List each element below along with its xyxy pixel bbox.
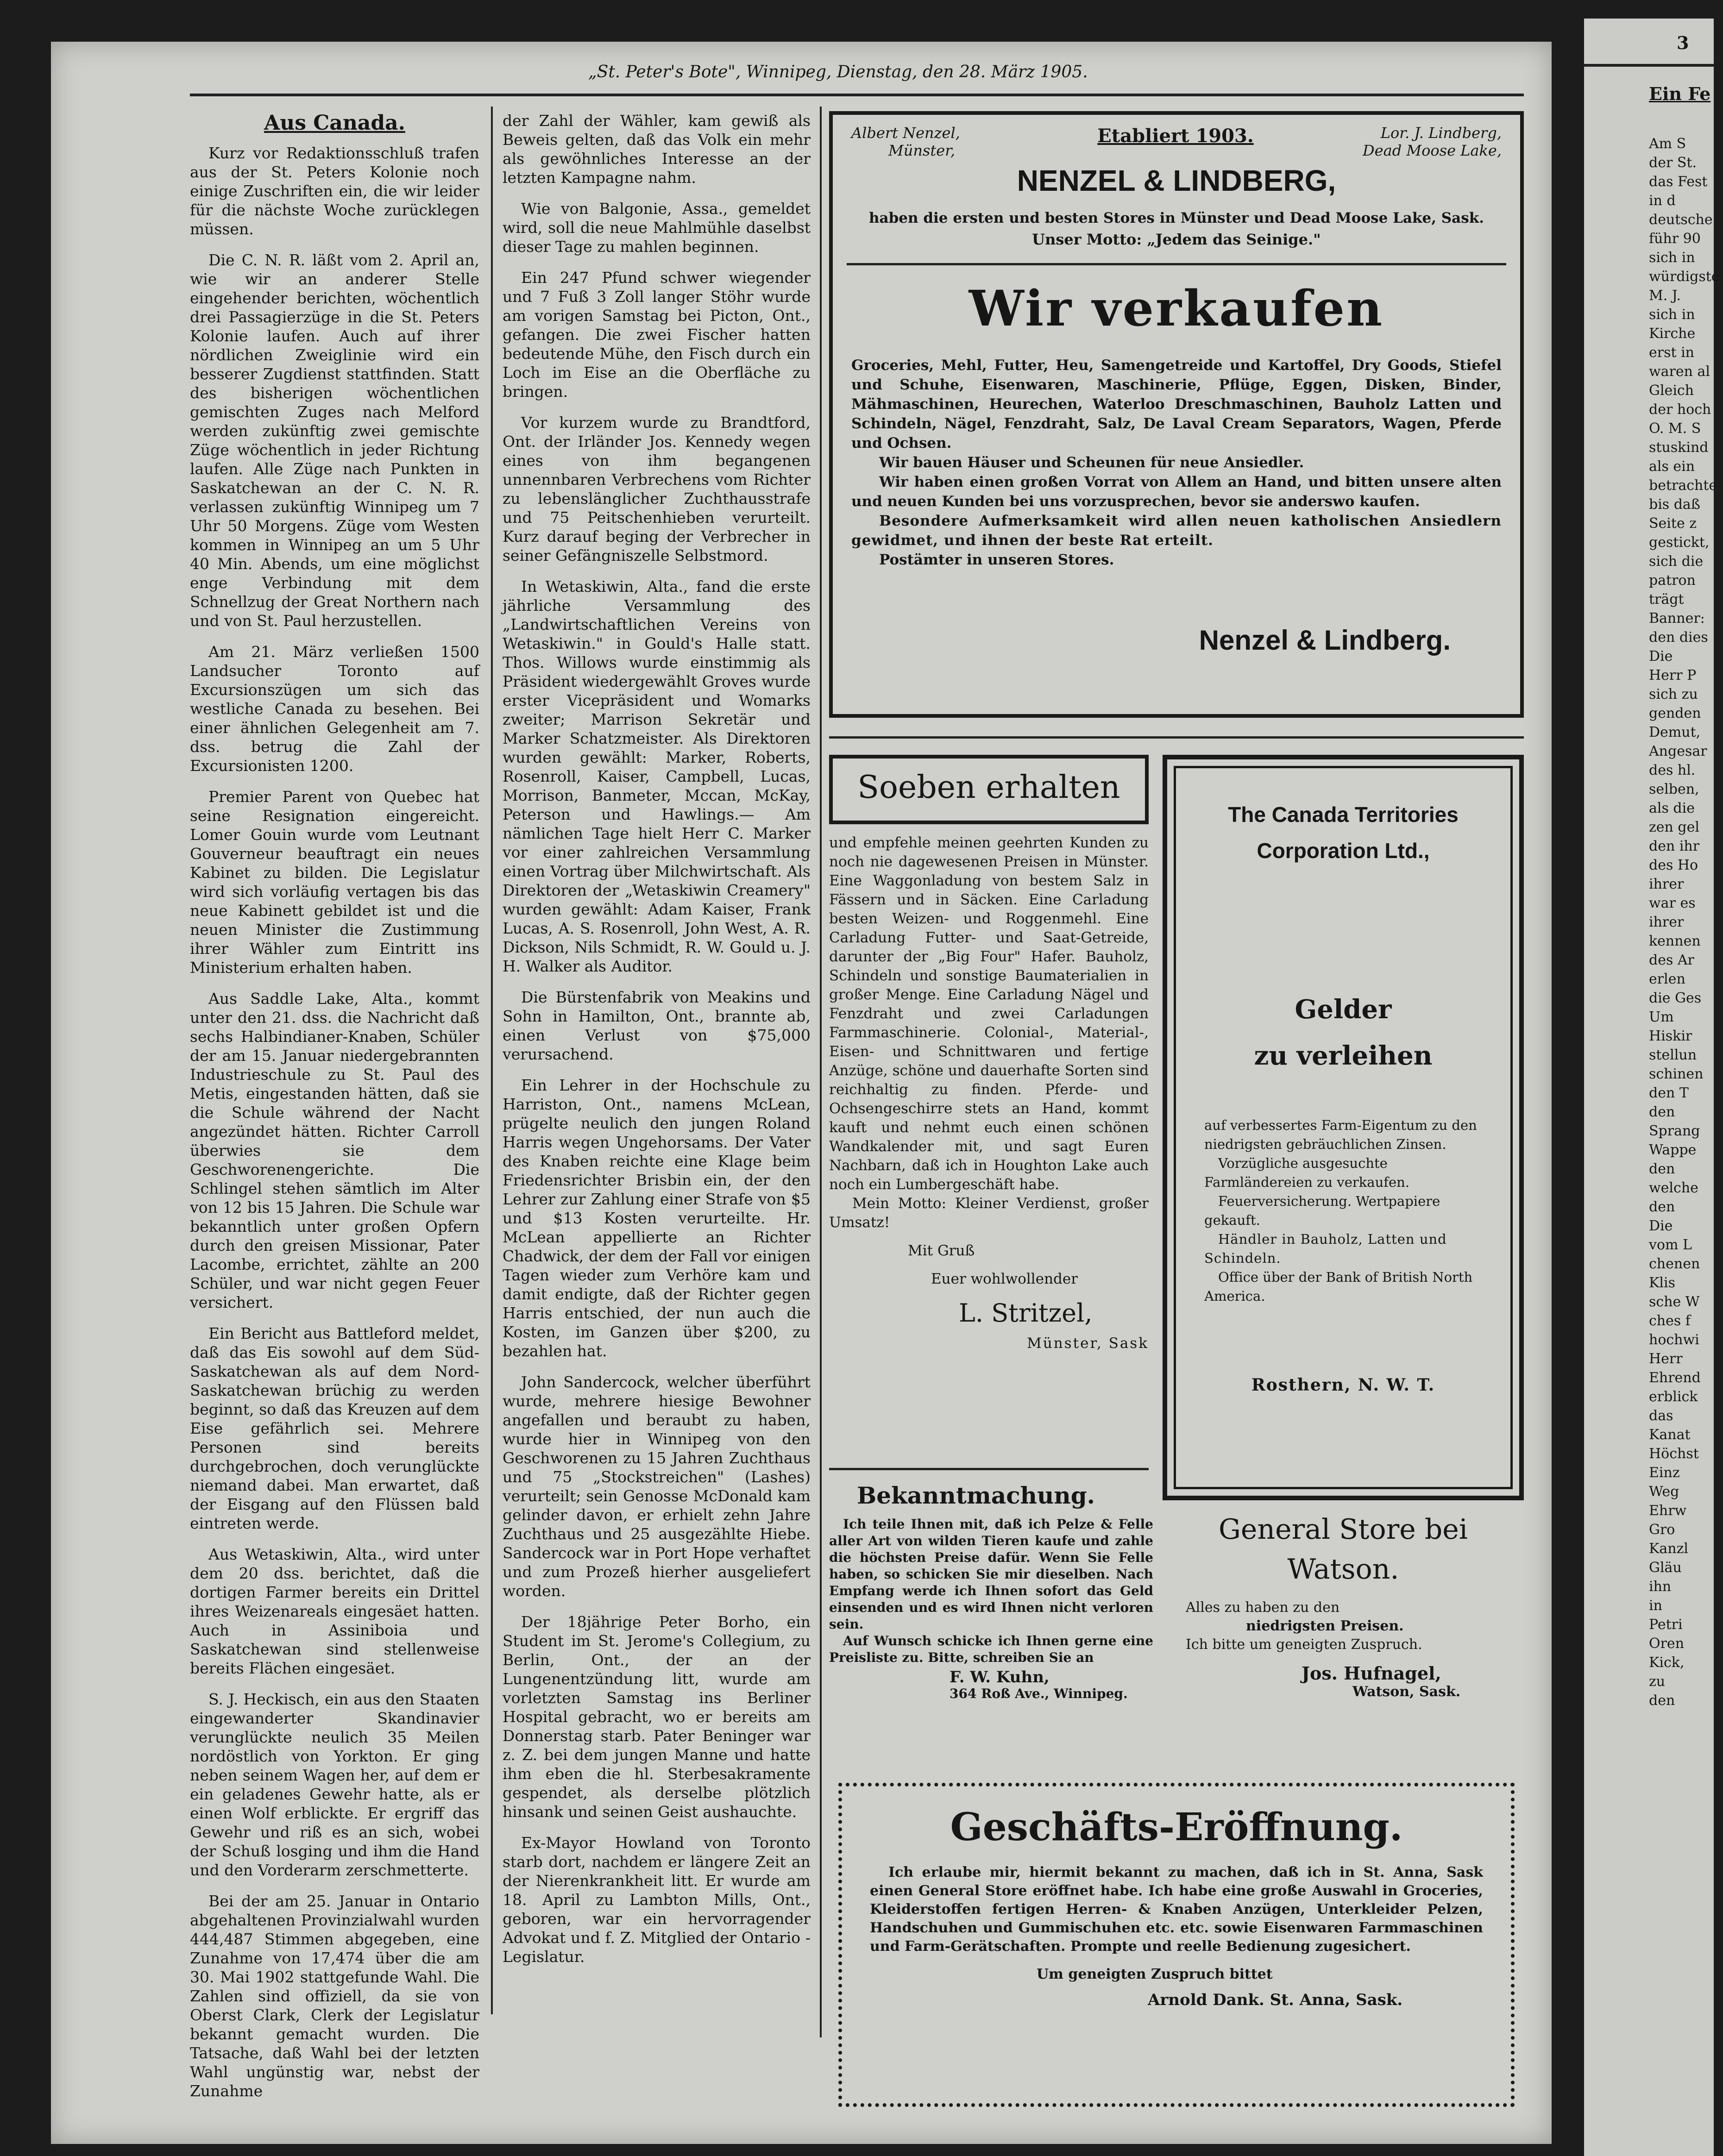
cropped-line: den [1649, 1104, 1675, 1120]
ad-headline: Geschäfts-Eröffnung. [950, 1805, 1403, 1849]
ad-owner-left: Albert Nenzel, Münster, [851, 124, 960, 159]
firm-motto: Unser Motto: „Jedem das Seinige." [1032, 231, 1321, 248]
article: Premier Parent von Quebec hat seine Resignation eingereicht. Lomer Gouin wurde vom Leutnant Gouverneur beauftragt ein neues Kabinet zu bilden. Die Legislatur wird sich vorläufig vertagen bis das neue Kabinett gebildet ist und die neuen Minister die Zustimmung ihrer Wähler zum Eintritt ins Ministerium erhalten haben. [190, 788, 479, 977]
cropped-line: bis daß [1649, 496, 1700, 513]
cropped-line: den [1649, 1692, 1675, 1709]
cropped-line: in d [1649, 193, 1676, 209]
cropped-line: den ihr [1649, 838, 1700, 854]
column-divider-1 [491, 107, 493, 2014]
cropped-line: Ehrw [1649, 1503, 1687, 1519]
cropped-line: Gläu [1649, 1560, 1682, 1576]
cropped-line: trägt [1649, 591, 1684, 608]
cropped-line: sich zu [1649, 686, 1698, 702]
article: Ein 247 Pfund schwer wiegender und 7 Fuß 3 Zoll langer Stöhr wurde am vorigen Samstag bei Picton, Ont., gefangen. Die zwei Fischer hatten bedeutende Mühe, den Fisch durch ein Loch im Eise an die Oberfläche zu bringen. [503, 269, 811, 401]
article-continuation: der Zahl der Wähler, kam gewiß als Beweis gelten, daß das Volk ein mehr als gewöhnliches Interesse an der letzten Kampagne nahm. [503, 112, 811, 187]
ad-headline: Gelder zu verleihen [1254, 994, 1433, 1071]
header-rule [1584, 64, 1714, 67]
cropped-line: Banner: [1649, 610, 1705, 627]
cropped-line: Kick, [1649, 1655, 1685, 1671]
merchant-name: L. Stritzel, [959, 1298, 1093, 1328]
ad-owner-right: Lor. J. Lindberg, Dead Moose Lake, [1363, 124, 1502, 159]
cropped-line: sich in [1649, 250, 1695, 266]
cropped-line: Am S [1649, 136, 1686, 152]
ad-body: Ich teile Ihnen mit, daß ich Pelze & Felle aller Art von wilden Tieren kaufe und zahle die höchsten Preise dafür. Wenn Sie Felle haben, so schicken Sie mir dieselben. Nach Empfang werde ich Ihnen sofort das Geld einsenden und es wird Ihnen nicht verloren sein. Auf Wunsch schicke ich Ihnen gerne eine Preisliste zu. Bitte, schreiben Sie an F. W. Kuhn, 364 Roß Ave., Winnipeg. [829, 1517, 1153, 1701]
firm-tagline: haben die ersten und besten Stores in Münster und Dead Moose Lake, Sask. [869, 210, 1484, 226]
cropped-line: hochwi [1649, 1332, 1699, 1348]
section-heading: Aus Canada. [264, 111, 405, 135]
cropped-line: Seite z [1649, 515, 1697, 532]
cropped-line: war es [1649, 895, 1696, 911]
ad-bottom-rule [829, 1468, 1149, 1470]
ad-body: auf verbessertes Farm-Eigentum zu den niedrigsten gebräuchlichen Zinsen. Vorzügliche ausgesuchte Farmländereien zu verkaufen. Feuerversicherung. Wertpapiere gekauft. Händler in Bauholz, Latten und Schindeln. Office über der Bank of British North America. [1204, 1117, 1477, 1304]
cropped-line: in [1649, 1598, 1662, 1614]
cropped-line: den dies [1649, 629, 1708, 646]
ad-divider [847, 263, 1506, 265]
cropped-line: den [1649, 1161, 1675, 1177]
cropped-line: genden [1649, 705, 1701, 721]
cropped-line: Gleich [1649, 382, 1694, 399]
cropped-line: Weg [1649, 1484, 1679, 1500]
cropped-line: Hiskir [1649, 1028, 1692, 1044]
article: John Sandercock, welcher überführt wurde, mehrere hiesige Bewohner angefallen und beraubt zu haben, wurde hier in Winnipeg von den Geschworenen zu 15 Jahren Zuchthaus und 75 „Stockstreichen" (Lashes) verurteilt; sein Genosse McDonald kam gelinder davon, er erhielt zehn Jahre Zuchthaus und 25 ausgezählte Hiebe. Sandercock war in Port Hope verhaftet und zum Prozeß hierher ausgeliefert worden. [503, 1373, 811, 1600]
column-aus-canada [190, 111, 479, 2100]
cropped-line: chenen [1649, 1256, 1700, 1272]
cropped-line: zen gel [1649, 819, 1699, 835]
ad-kuhn [829, 1482, 1153, 1741]
ad-headline: General Store bei Watson. [1218, 1513, 1468, 1586]
page-number: 3 [1677, 32, 1689, 53]
cropped-line: Oren [1649, 1636, 1685, 1652]
ad-place: Rosthern, N. W. T. [1251, 1375, 1435, 1395]
cropped-line: das Fest [1649, 174, 1708, 190]
cropped-line: ihn [1649, 1579, 1672, 1595]
article: Der 18jährige Peter Borho, ein Student im St. Jerome's Collegium, zu Berlin, Ont., der an der Lungenentzündung litt, wurde am vorletzten Samstag ins Berliner Hospital gebracht, wo er bereits am Donnerstag starb. Pater Beninger war z. Z. bei dem jungen Manne und hatte ihm eben die hl. Sterbesakramente gespendet, als derselbe plötzlich hinsank und seinen Geist aushauchte. [503, 1613, 811, 1821]
article: Kurz vor Redaktionsschluß trafen aus der St. Peters Kolonie noch einige Zuschriften ein, die wir leider für die nächste Woche zurücklegen müssen. [190, 144, 479, 238]
cropped-line: kennen [1649, 933, 1701, 949]
cropped-line: ihrer [1649, 914, 1684, 930]
cropped-line: gestickt, [1649, 534, 1710, 551]
cropped-line: der hoch [1649, 401, 1711, 418]
cropped-line: Um [1649, 1009, 1674, 1025]
cropped-column [1649, 134, 1723, 1710]
cropped-line: vom L [1649, 1237, 1692, 1253]
ad-stritzel [829, 755, 1153, 1477]
cropped-line: Demut, [1649, 724, 1701, 740]
cropped-line: waren al [1649, 364, 1710, 380]
merchant-name: F. W. Kuhn, [950, 1668, 1050, 1686]
article: Ein Lehrer in der Hochschule zu Harriston, Ont., namens McLean, prügelte neulich den jungen Roland Harris wegen Ungehorsams. Der Vater des Knaben reichte eine Klage beim Friedensrichter Brisbin ein, der den Lehrer zur Zahlung einer Strafe von $5 und $13 Kosten verurteilte. Hr. McLean appellierte an Richter Chadwick, der dem der Fall vor einigen Tagen wieder zum Verhöre kam und damit endigte, daß der Richter gegen Harris entschied, der nun auch die Kosten, im Ganzen über $200, zu bezahlen hat. [503, 1076, 811, 1360]
cropped-line: des Ar [1649, 952, 1694, 968]
header-rule [190, 94, 1524, 96]
cropped-line: selben, [1649, 781, 1699, 797]
cropped-line: Ehrend [1649, 1370, 1701, 1386]
cropped-line: der St. [1649, 155, 1697, 171]
article: In Wetaskiwin, Alta., fand die erste jährliche Versammlung des „Landwirtschaftlichen Vereins von Wetaskiwin." in Gould's Halle statt. Thos. Willows wurde einstimmig als Präsident wiedergewählt Groves wurde erster Vicepräsident und Womarks zweiter; Marrison Sekretär und Marker Schatzmeister. Als Direktoren wurden gewählt: Marker, Roberts, Rosenroll, Kaiser, Campbell, Lucas, Morrison, Banmeter, Mccan, McKay, Peterson und Hawlings.— Am nämlichen Tage hielt Herr C. Marker vor einer zahlreichen Versammlung einen Vortrag über Milchwirtschaft. Als Direktoren der „Wetaskiwin Creamery" wurden gewählt: Adam Kaiser, Frank Lucas, A. S. Rosenroll, John West, A. R. Dickson, Nils Schmidt, R. W. Gould u. J. H. Walker als Auditor. [503, 577, 811, 975]
ad-canada-territories [1163, 755, 1524, 1500]
ad-body: und empfehle meinen geehrten Kunden zu noch nie dagewesenen Preisen in Münster. Eine Waggonladung von bestem Salz in Fässern und in Säcken. Eine Carladung besten Weizen- und Roggenmehl. Eine Carladung Futter- und Saat-Getreide, darunter der „Big Four" Hafer. Bauholz, Schindeln und sonstige Baumaterialien in großer Menge. Eine Carladung Nägel und Fenzdraht und zwei Carladungen Farmmaschinerie. Colonial-, Material-, Eisen- und Schnittwaren und fertige Anzüge, schöne und dauerhafte Sorten sind reichhaltig zu finden. Pferde- und Ochsengeschirre stets an Hand, kommt kauft und nehmt euch einen schönen Wandkalender mit, und sagt Euren Nachbarn, daß ich in Houghton Lake auch noch ein Lumbergeschäft habe. Mein Motto: Kleiner Verdienst, großer Umsatz! Mit Gruß Euer wohlwollender L. Stritzel, Münster, Sask [829, 834, 1149, 1352]
cropped-line: des Ho [1649, 857, 1698, 873]
ad-arnold-dank [838, 1783, 1515, 2107]
ad-body: Ich erlaube mir, hiermit bekannt zu machen, daß ich in St. Anna, Sask einen General Store eröffnet habe. Ich habe eine große Auswahl in Groceries, Kleiderstoffen fertigen Herren- & Knaben Anzügen, Unterkleider Pelzen, Handschuhen und Gummischuhen etc. etc. sowie Eisenwaren Farmmaschinen und Farm-Gerätschaften. Prompte und reelle Bedienung zugesichert. [870, 1864, 1483, 1955]
cropped-line: Die [1649, 648, 1673, 664]
cropped-line: Wappe [1649, 1142, 1697, 1158]
article: Wie von Balgonie, Assa., gemeldet wird, soll die neue Mahlmühle daselbst dieser Tage zu mahlen beginnen. [503, 200, 811, 256]
column-news-2 [503, 111, 811, 2042]
cropped-line: das [1649, 1408, 1673, 1424]
cropped-line: als ein [1649, 458, 1695, 475]
cropped-line: führ 90 [1649, 231, 1701, 247]
article: Bei der am 25. Januar in Ontario abgehaltenen Provinzialwahl wurden 444,487 Stimmen abgegeben, eine Zunahme von 17,474 über die am 30. Mai 1902 stattgefunde Wahl. Die Zahlen sind offiziell, da sie von Oberst Clark, Clerk der Legislatur bekannt gemacht wurden. Die Tatsache, daß Wahl bei der letzten Wahl ungünstig war, nebst der Zunahme [190, 1892, 479, 2100]
cropped-line: stellun [1649, 1047, 1697, 1063]
article: Die Bürstenfabrik von Meakins und Sohn in Hamilton, Ont., brannte ab, einen Verlust von $75,000 verursachend. [503, 988, 811, 1063]
cropped-line: des hl. [1649, 762, 1696, 778]
cropped-line: zu [1649, 1673, 1666, 1690]
corporation-name: The Canada Territories Corporation Ltd., [1228, 802, 1459, 863]
cropped-line: betrachte [1649, 477, 1717, 494]
cropped-line: sich in [1649, 307, 1695, 323]
cropped-line: den T [1649, 1085, 1689, 1101]
article: Vor kurzem wurde zu Brandtford, Ont. der Irländer Jos. Kennedy wegen eines von ihm begangenen unnennbaren Verbrechens vom Richter zu lebenslänglicher Zuchthausstrafe und 75 Peitschenhieben verurteilt. Kurz darauf beging der Verbrecher in seiner Gefängniszelle Selbstmord. [503, 414, 811, 564]
cropped-line: Herr P [1649, 667, 1697, 683]
cropped-line: M. J. [1649, 288, 1681, 304]
section-heading: Ein Fe [1649, 83, 1711, 104]
cropped-line: deutsche [1649, 212, 1713, 228]
ad-closing: Um geneigten Zuspruch bittet [1037, 1966, 1273, 1982]
cropped-line: Angesar [1649, 743, 1707, 759]
section-rule [829, 736, 1524, 739]
ad-body: Alles zu haben zu den niedrigsten Preisen. Ich bitte um geneigten Zuspruch. Jos. Hufnagel, Watson, Sask. [1163, 1598, 1524, 1701]
cropped-line: welche [1649, 1180, 1698, 1196]
cropped-line: als die [1649, 800, 1695, 816]
cropped-line: Kirche [1649, 326, 1696, 342]
merchant-name: Jos. Hufnagel, [1302, 1663, 1441, 1684]
cropped-line: Einz [1649, 1465, 1680, 1481]
ad-signature: Nenzel & Lindberg. [1199, 625, 1451, 656]
cropped-line: Gro [1649, 1522, 1675, 1538]
cropped-line: Höchst [1649, 1446, 1699, 1462]
ad-headline: Wir verkaufen [968, 279, 1384, 337]
cropped-line: Sprang [1649, 1123, 1700, 1139]
firm-name: NENZEL & LINDBERG, [1017, 164, 1336, 197]
article: S. J. Heckisch, ein aus den Staaten eingewanderter Skandinavier verunglückte neulich 35 Meilen nordöstlich von Yorkton. Er ging neben seinem Wagen her, auf dem er ein geladenes Gewehr hatte, als er einen Wolf erblickte. Er ergriff das Gewehr und riß es an sich, wobei der Schuß losging und ihm die Hand und den Vorderarm zerschmetterte. [190, 1690, 479, 1879]
cropped-line: erlen [1649, 971, 1685, 987]
cropped-line: patron [1649, 572, 1696, 589]
ad-signature: Arnold Dank. St. Anna, Sask. [1148, 1991, 1403, 2009]
masthead: „St. Peter's Bote", Winnipeg, Dienstag, den 28. März 1905. [588, 63, 1088, 81]
cropped-line: stuskind [1649, 439, 1709, 456]
cropped-line: erblick [1649, 1389, 1698, 1405]
cropped-line: O. M. S [1649, 420, 1701, 437]
cropped-line: ihrer [1649, 876, 1684, 892]
adjacent-page [1584, 19, 1720, 2156]
cropped-line: Kanat [1649, 1427, 1691, 1443]
cropped-line: sich die [1649, 553, 1704, 570]
ad-headline: Soeben erhalten [857, 769, 1120, 806]
cropped-line: schinen [1649, 1066, 1704, 1082]
article: Ex-Mayor Howland von Toronto starb dort, nachdem er längere Zeit an der Nierenkrankheit litt. Er wurde am 18. April zu Lambton Mills, Ont., geboren, war ein hervorragender Advokat und f. Z. Mitglied der Ontario - Legislatur. [503, 1834, 811, 1966]
cropped-line: den [1649, 1199, 1675, 1215]
cropped-line: Petri [1649, 1617, 1683, 1633]
article: Am 21. März verließen 1500 Landsucher Toronto auf Excursionszügen um sich das westliche Canada zu besehen. Bei einer ähnlichen Gelegenheit am 7. dss. betrug die Zahl der Excursionisten 1200. [190, 643, 479, 775]
article: Die C. N. R. läßt vom 2. April an, wie wir an anderer Stelle eingehender berichten, wöchentlich drei Passagierzüge in die St. Peters Kolonie laufen. Auch auf ihrer nördlichen Zweiglinie wird ein besserer Zugdienst stattfinden. Statt des bisherigen wöchentlichen gemischten Zuges nach Melford werden zukünftig zwei gemischte Züge wöchentlich in jeder Richtung laufen. Alle Züge nach Punkten in Saskatchewan an der C. N. R. verlassen zukünftig Winnipeg um 7 Uhr 50 Morgens. Züge vom Westen kommen in Winnipeg an um 5 Uhr 40 Min. Abends, um eine möglichst enge Verbindung mit dem Schnellzug der Great Northern nach und von St. Paul herzustellen. [190, 251, 479, 630]
cropped-line: ches f [1649, 1313, 1691, 1329]
article: Aus Saddle Lake, Alta., kommt unter den 21. dss. die Nachricht daß sechs Halbindianer-Knaben, Schüler der am 15. Januar niedergebrannten Industrieschule zu St. Paul des Metis, eingestanden hätten, daß sie die Schule während der Nacht angezündet hätten. Richter Carroll überwies sie dem Geschworenengerichte. Die Schlingel stehen sämtlich im Alter von 12 bis 15 Jahren. Die Schule war bekanntlich unter großen Opfern durch den greisen Missionar, Pater Lacombe, errichtet, zählte an 200 Schüler, und war nicht gegen Feuer versichert. [190, 990, 479, 1311]
established-label: Etabliert 1903. [1097, 125, 1254, 147]
ad-headline-frame [829, 755, 1149, 824]
ad-watson [1163, 1510, 1524, 1760]
ad-nenzel-lindberg [829, 111, 1524, 718]
ad-goods-list: Groceries, Mehl, Futter, Heu, Samengetreide und Kartoffel, Dry Goods, Stiefel und Schuhe, Eisenwaren, Maschinerie, Pflüge, Eggen, Disken, Binder, Mähmaschinen, Heurechen, Waterloo Dreschmaschinen, Bauholz Latten und Schindeln, Nägel, Fenzdraht, Salz, De Laval Cream Separators, Wagen, Pferde und Ochsen. Wir bauen Häuser und Scheunen für neue Ansiedler. Wir haben einen großen Vorrat von Allem an Hand, und bitten unsere alten und neuen Kunden bei uns vorzusprechen, bevor sie anderswo kaufen. Besondere Aufmerksamkeit wird allen neuen katholischen Ansiedlern gewidmet, und ihnen der beste Rat erteilt. Postämter in unseren Stores. [851, 357, 1502, 568]
cropped-line: die Ges [1649, 990, 1702, 1006]
article: Aus Wetaskiwin, Alta., wird unter dem 20 dss. berichtet, daß die dortigen Farmer bereits ein Drittel ihres Weizenareals eingesäet hatten. Auch in Assiniboia und Saskatchewan sind stellenweise bereits Flächen eingesäet. [190, 1545, 479, 1677]
cropped-line: erst in [1649, 345, 1694, 361]
cropped-line: Herr [1649, 1351, 1683, 1367]
column-divider-2 [820, 107, 822, 2037]
cropped-line: Klis [1649, 1275, 1675, 1291]
ad-headline: Bekanntmachung. [857, 1482, 1095, 1509]
article: Ein Bericht aus Battleford meldet, daß das Eis sowohl auf dem Süd-Saskatchewan als auf dem Nord-Saskatchewan brüchig zu werden beginnt, so daß das Kreuzen auf dem Eise gefährlich sei. Mehrere Personen sind bereits durchgebrochen, doch verunglückte niemand dabei. Man erwartet, daß der Eisgang auf den Flüssen bald eintreten werde. [190, 1324, 479, 1532]
newspaper-page [51, 42, 1552, 2144]
cropped-line: Die [1649, 1218, 1673, 1234]
cropped-line: sche W [1649, 1294, 1700, 1310]
cropped-line: würdigste [1649, 269, 1720, 285]
cropped-line: Kanzl [1649, 1541, 1689, 1557]
